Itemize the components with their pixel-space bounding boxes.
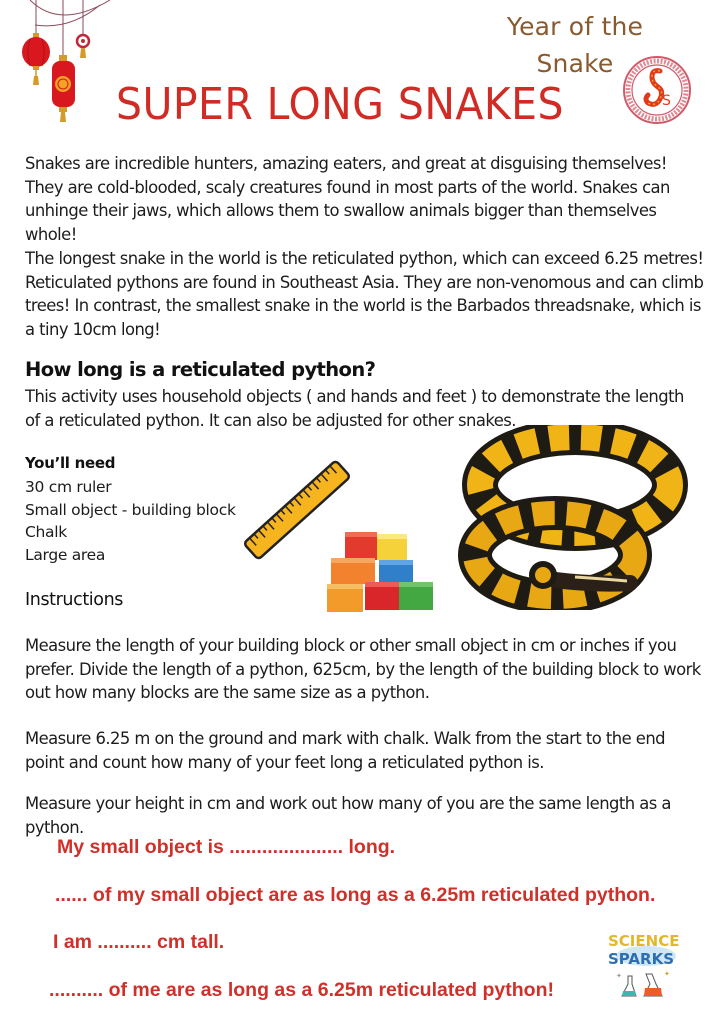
svg-text:SCIENCE: SCIENCE	[608, 932, 680, 950]
svg-text:SPARKS: SPARKS	[608, 950, 675, 968]
instruction-step-1: Measure the length of your building block or other small object in cm or inches if you prefer. Divide the length of a python, 625cm, by the length of the building block to work out how many blocks are the same size as a python.	[25, 636, 701, 702]
page-title: SUPER LONG SNAKES	[116, 79, 564, 130]
intro-paragraph-2: The longest snake in the world is the reticulated python, which can exceed 6.25 metres! Reticulated pythons are found in Southeast Asia. They are non-venomous and can climb trees! In contrast, the smallest snake in the world is the Barbados threadsnake, which is a tiny 10cm long!	[25, 249, 704, 339]
material-item: Chalk	[25, 523, 67, 541]
year-line-1: Year of the	[506, 12, 644, 41]
material-item: Large area	[25, 545, 106, 564]
worksheet-line-small-object-length[interactable]: My small object is ..................... long.	[57, 836, 396, 858]
svg-text:S: S	[662, 93, 671, 109]
science-sparks-logo-icon	[604, 928, 684, 1002]
worksheet-line-me-count[interactable]: .......... of me are as long as a 6.25m reticulated python!	[49, 979, 554, 1001]
worksheet-line-objects-count[interactable]: ...... of my small object are as long as a 6.25m reticulated python.	[55, 884, 656, 906]
snake-zodiac-badge-icon	[622, 55, 692, 125]
chinese-lanterns-icon	[0, 0, 120, 130]
svg-text:✦: ✦	[664, 970, 670, 978]
material-item: 30 cm ruler	[25, 478, 112, 496]
materials-list	[25, 476, 236, 566]
year-line-2: Snake	[536, 49, 614, 78]
material-item: Small object - building block	[25, 500, 236, 519]
instruction-step-3: Measure your height in cm and work out how many of you are the same length as a python.	[25, 794, 671, 837]
building-blocks-icon	[325, 530, 435, 614]
instruction-step-2: Measure 6.25 m on the ground and mark with chalk. Walk from the start to the end point and count how many of your feet long a reticulated python is.	[25, 729, 666, 772]
intro-paragraph-1: Snakes are incredible hunters, amazing eaters, and great at disguising themselves! They are cold-blooded, scaly creatures found in most parts of the world. Snakes can unhinge their jaws, which allows them to swallow animals bigger than themselves whole!	[25, 154, 670, 244]
activity-heading: How long is a reticulated python?	[25, 358, 376, 381]
science-sparks-logo	[604, 928, 684, 1002]
materials-title: You’ll need	[25, 454, 116, 472]
activity-description: This activity uses household objects ( and hands and feet ) to demonstrate the length of a reticulated python. It can also be adjusted for other snakes.	[25, 387, 684, 430]
python-photo	[455, 425, 690, 610]
instructions-title: Instructions	[25, 590, 123, 610]
worksheet-line-height[interactable]: I am .......... cm tall.	[53, 931, 225, 953]
svg-text:✦: ✦	[616, 972, 622, 980]
